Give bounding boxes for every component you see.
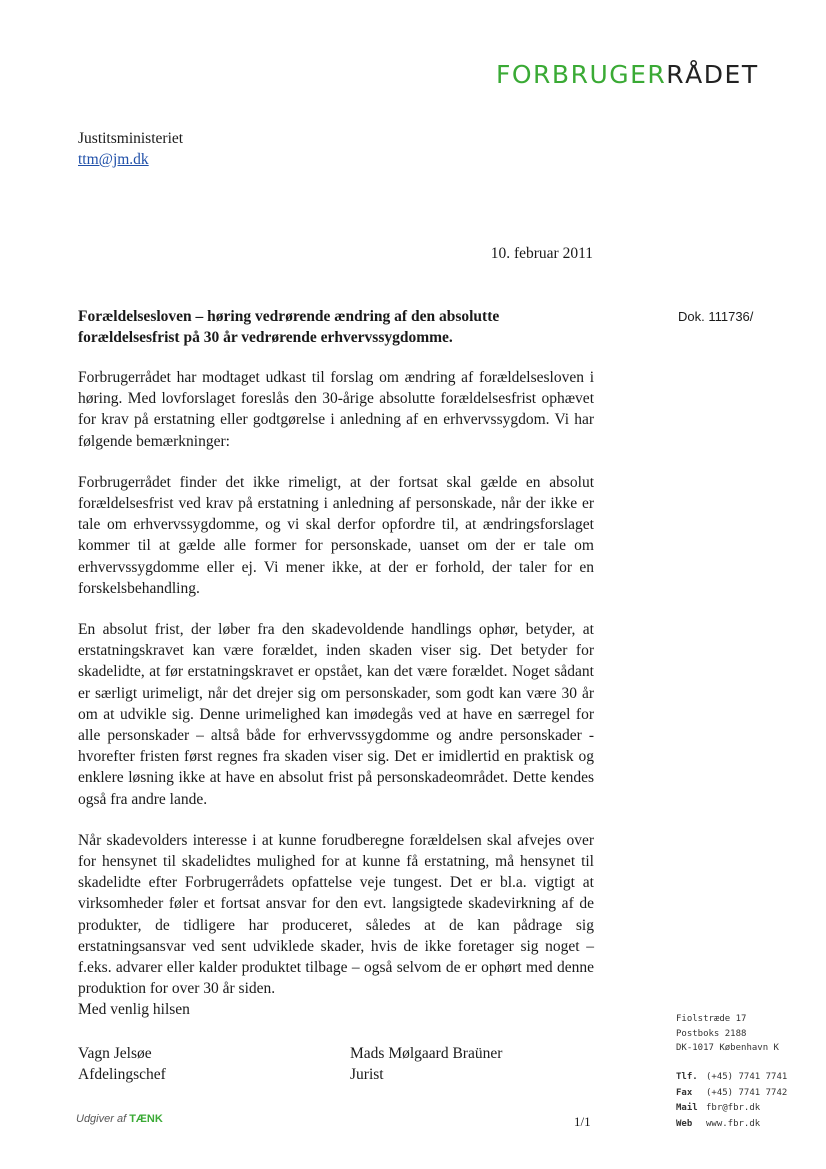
contact-value[interactable]: www.fbr.dk: [706, 1118, 761, 1129]
page-number: 1/1: [574, 1114, 591, 1129]
contact-web: [676, 1117, 787, 1133]
body-paragraph: En absolut frist, der løber fra den skadevoldende handlings ophør, betyder, at erstatningskravet kan være forældet, inden skaden viser sig. Det betyder for skadelidte, at før erstatningskravet er opstået, kan det være forældet. Noget sådant er særligt urimeligt, når det drejer sig om personskader, som godt kan være 30 år om at udvikle sig. Denne urimelighed kan imødegås ved at have en særregel for alle personskader – altså både for erhvervssygdomme og andre personskader - hvorefter fristen først regnes fra skaden viser sig. Det er imidlertid en praktisk og enklere løsning ikke at have en absolut frist på personskadeområdet. Dette kendes også fra andre lande.: [78, 621, 594, 808]
taenk-logo: TÆNK: [129, 1113, 163, 1125]
contact-label: Web: [676, 1118, 693, 1129]
signatory-2: [350, 1043, 502, 1085]
letter-date: 10. februar 2011: [490, 245, 593, 262]
contact-value: (+45) 7741 7742: [706, 1087, 788, 1098]
forbrugerraadet-logo: [496, 58, 759, 92]
recipient-block: [78, 128, 183, 170]
signatory-title: Afdelingschef: [78, 1066, 166, 1083]
signatory-name: Vagn Jelsøe: [78, 1045, 152, 1062]
signatory-title: Jurist: [350, 1066, 384, 1083]
contact-value: (+45) 7741 7741: [706, 1072, 788, 1082]
contact-fax: [676, 1086, 787, 1102]
recipient-name: Justitsministeriet: [78, 130, 184, 147]
body-paragraph: Forbrugerrådet finder det ikke rimeligt, at der fortsat skal gælde en absolut forældelsesfrist ved krav på erstatning i anledning af personskade, når der ikke er tale om erhvervssygdomme, og vi skal derfor opfordre til, at ændringsforslaget kommer til at gælde alle former for personskade, uanset om der er tale om erhvervssygdomme eller ej. Vi mener ikke, at der er forhold, der taler for en forskelsbehandling.: [78, 473, 594, 597]
letter-subject: Forældelsesloven – høring vedrørende ændring af den absolutte forældelsesfrist på 30 år vedrørende erhvervssygdomme.: [78, 308, 500, 346]
document-reference: Dok. 111736/: [678, 309, 754, 324]
logo-text-green: FORBRUGER: [496, 60, 667, 89]
contact-label: Fax: [676, 1087, 693, 1098]
recipient-email-link[interactable]: ttm@jm.dk: [78, 151, 149, 168]
publisher-footer: [76, 1113, 163, 1125]
address-line: DK-1017 København K: [676, 1043, 779, 1053]
contact-mail: [676, 1101, 787, 1117]
closing-phrase: Med venlig hilsen: [78, 1001, 190, 1018]
address-line: Fiolstræde 17: [676, 1014, 747, 1024]
contact-phone: [676, 1070, 787, 1086]
contact-label: Tlf.: [676, 1072, 698, 1082]
address-line: Postboks 2188: [676, 1028, 747, 1039]
logo-text-dark: RÅDET: [666, 60, 759, 89]
contact-label: Mail: [676, 1103, 698, 1113]
letter-body: [78, 367, 594, 1019]
signatory-1: [78, 1043, 166, 1085]
signatory-name: Mads Mølgaard Braüner: [350, 1045, 503, 1062]
contact-value[interactable]: fbr@fbr.dk: [706, 1103, 761, 1113]
body-paragraph: Når skadevolders interesse i at kunne forudberegne forældelsen skal afvejes over for hensynet til skadelidtes mulighed for at kunne få erstatning, må hensynet til skadelidte efter Forbrugerrådets opfattelse veje tungest. Det er bl.a. vigtigt at virksomheder føler et fortsat ansvar for den evt. langsigtede skadevirkning af de produkter, de tidligere har produceret, således at de kan pådrage sig erstatningsansvar ved sent udviklede skader, hvis de ikke foretager sig noget – f.eks. advarer eller kalder produktet tilbage – også selvom de er ophørt med denne produktion for over 30 år siden.: [78, 831, 594, 998]
body-paragraph: Forbrugerrådet har modtaget udkast til forslag om ændring af forældelsesloven i høring. Med lovforslaget foreslås den 30-årige absolutte forældelsesfrist ophævet for krav på erstatning eller godtgørelse i anledning af en erhvervssygdom. Vi har følgende bemærkninger:: [78, 369, 594, 450]
address-block: [676, 1012, 779, 1056]
publisher-prefix: Udgiver af: [76, 1113, 127, 1125]
contact-block: [676, 1070, 787, 1132]
